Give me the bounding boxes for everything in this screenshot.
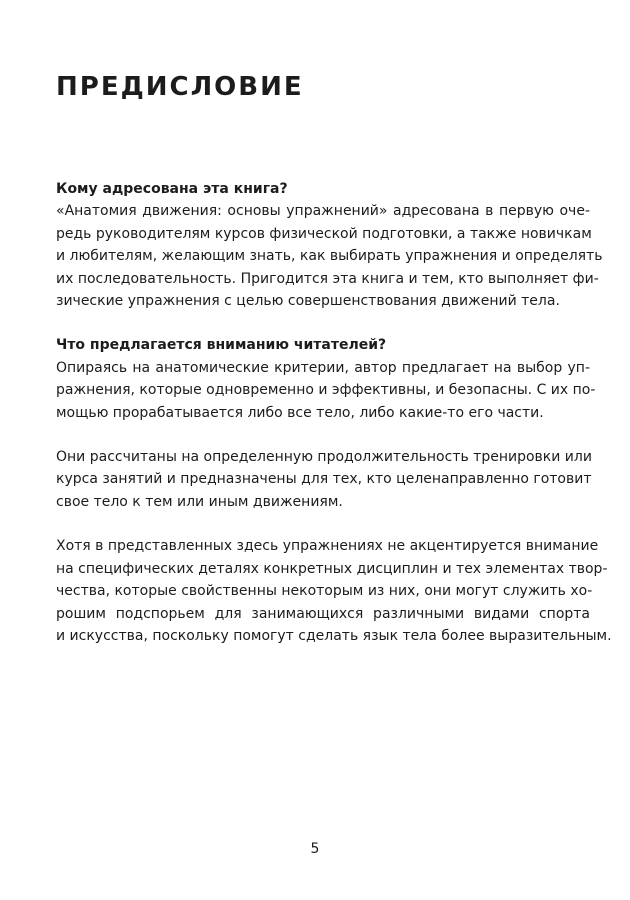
section-heading-offer: Что предлагается вниманию читателей? bbox=[56, 337, 387, 354]
text-line: «Анатомия движения: основы упражнений» адресована в первую оче- bbox=[56, 203, 590, 220]
preface-body bbox=[56, 178, 612, 647]
text-line: ражнения, которые одновременно и эффективны, и безопасны. С их по- bbox=[56, 382, 596, 399]
paragraph-audience bbox=[56, 200, 603, 312]
text-line: свое тело к тем или иным движениям. bbox=[56, 493, 343, 510]
page-number: 5 bbox=[310, 841, 320, 857]
text-line: зические упражнения с целью совершенствования движений тела. bbox=[56, 293, 560, 310]
paragraph-offer-2 bbox=[56, 446, 590, 513]
text-line: чества, которые свойственны некоторым из них, они могут служить хо- bbox=[56, 583, 593, 600]
text-line: рошим подспорьем для занимающихся различными видами спорта bbox=[56, 605, 590, 622]
text-line: и искусства, поскольку помогут сделать язык тела более выразительным. bbox=[56, 627, 612, 644]
paragraph-offer-3 bbox=[56, 535, 612, 647]
text-line: Хотя в представленных здесь упражнениях не акцентируется внимание bbox=[56, 538, 599, 555]
text-line: Они рассчитаны на определенную продолжительность тренировки или bbox=[56, 449, 592, 466]
page-title: ПРЕДИСЛОВИЕ bbox=[56, 72, 304, 102]
text-line: и любителям, желающим знать, как выбирать упражнения и определять bbox=[56, 248, 603, 265]
text-line: Опираясь на анатомические критерии, автор предлагает на выбор уп- bbox=[56, 359, 590, 376]
text-line: редь руководителям курсов физической подготовки, а также новичкам bbox=[56, 225, 592, 242]
paragraph-offer-1 bbox=[56, 357, 596, 424]
text-line: мощью прорабатывается либо все тело, либо какие-то его части. bbox=[56, 404, 544, 421]
text-line: курса занятий и предназначены для тех, кто целенаправленно готовит bbox=[56, 471, 592, 488]
text-line: на специфических деталях конкретных дисциплин и тех элементах твор- bbox=[56, 560, 608, 577]
text-line: их последовательность. Пригодится эта книга и тем, кто выполняет фи- bbox=[56, 270, 599, 287]
section-heading-audience: Кому адресована эта книга? bbox=[56, 181, 288, 197]
